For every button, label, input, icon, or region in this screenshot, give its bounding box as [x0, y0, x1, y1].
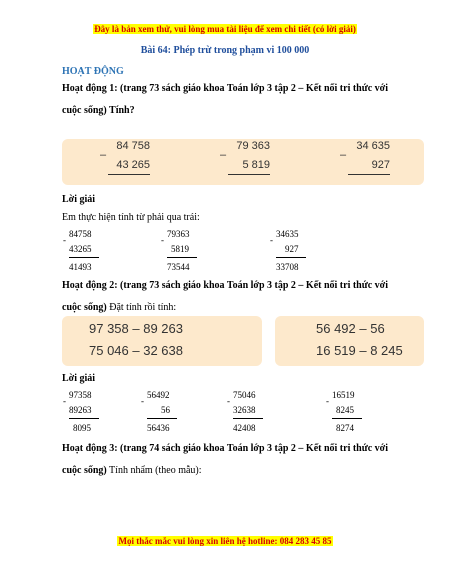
activity1-problem-2 [220, 140, 270, 180]
result-line [69, 418, 99, 419]
result-line [332, 418, 362, 419]
hotline-banner: Mọi thắc mắc vui lòng xin liên hệ hotline: 084 283 45 85 [118, 536, 332, 546]
minuend: 34 635 [356, 140, 390, 152]
result-line [69, 257, 99, 258]
subtrahend: 5 819 [242, 159, 270, 171]
result-line [108, 174, 150, 175]
activity1-heading: Hoạt động 1: (trang 73 sách giáo khoa Toán lớp 3 tập 2 – Kết nối tri thức với cuộc sống) Tính? [62, 83, 388, 116]
expression: 56 492 – 56 [316, 321, 385, 336]
activity3-heading: Hoạt động 3: (trang 74 sách giáo khoa Toán lớp 3 tập 2 – Kết nối tri thức với cuộc sống) Tính nhẩm (theo mẫu): [62, 443, 388, 476]
result-line [233, 418, 263, 419]
minus-sign: – [100, 149, 107, 161]
activity2-solution-label: Lời giải [62, 373, 96, 384]
minus-sign: – [340, 149, 347, 161]
subtrahend: 927 [371, 159, 390, 171]
minuend: 84 758 [116, 140, 150, 152]
preview-banner: Đây là bản xem thử, vui lòng mua tài liệu để xem chi tiết (có lời giải) [94, 24, 356, 34]
minuend: 79 363 [236, 140, 270, 152]
activity1-problem-1 [100, 140, 150, 180]
result-line [147, 418, 177, 419]
activity1-problem-3 [340, 140, 390, 180]
expression: 97 358 – 89 263 [89, 321, 183, 336]
activity2-heading: Hoạt động 2: (trang 73 sách giáo khoa Toán lớp 3 tập 2 – Kết nối tri thức với cuộc sống) Đặt tính rồi tính: [62, 280, 388, 313]
result-line [167, 257, 197, 258]
result-line [348, 174, 390, 175]
expression: 75 046 – 32 638 [89, 343, 183, 358]
result-line [276, 257, 306, 258]
activity1-solution-label: Lời giải [62, 194, 96, 205]
minus-sign: – [220, 149, 227, 161]
lesson-title: Bài 64: Phép trừ trong phạm vi 100 000 [140, 45, 310, 56]
expression: 16 519 – 8 245 [316, 343, 403, 358]
subtrahend: 43 265 [116, 159, 150, 171]
activity1-solution-intro: Em thực hiện tính từ phải qua trái: [62, 212, 200, 223]
section-title: HOẠT ĐỘNG [62, 66, 124, 77]
result-line [228, 174, 270, 175]
